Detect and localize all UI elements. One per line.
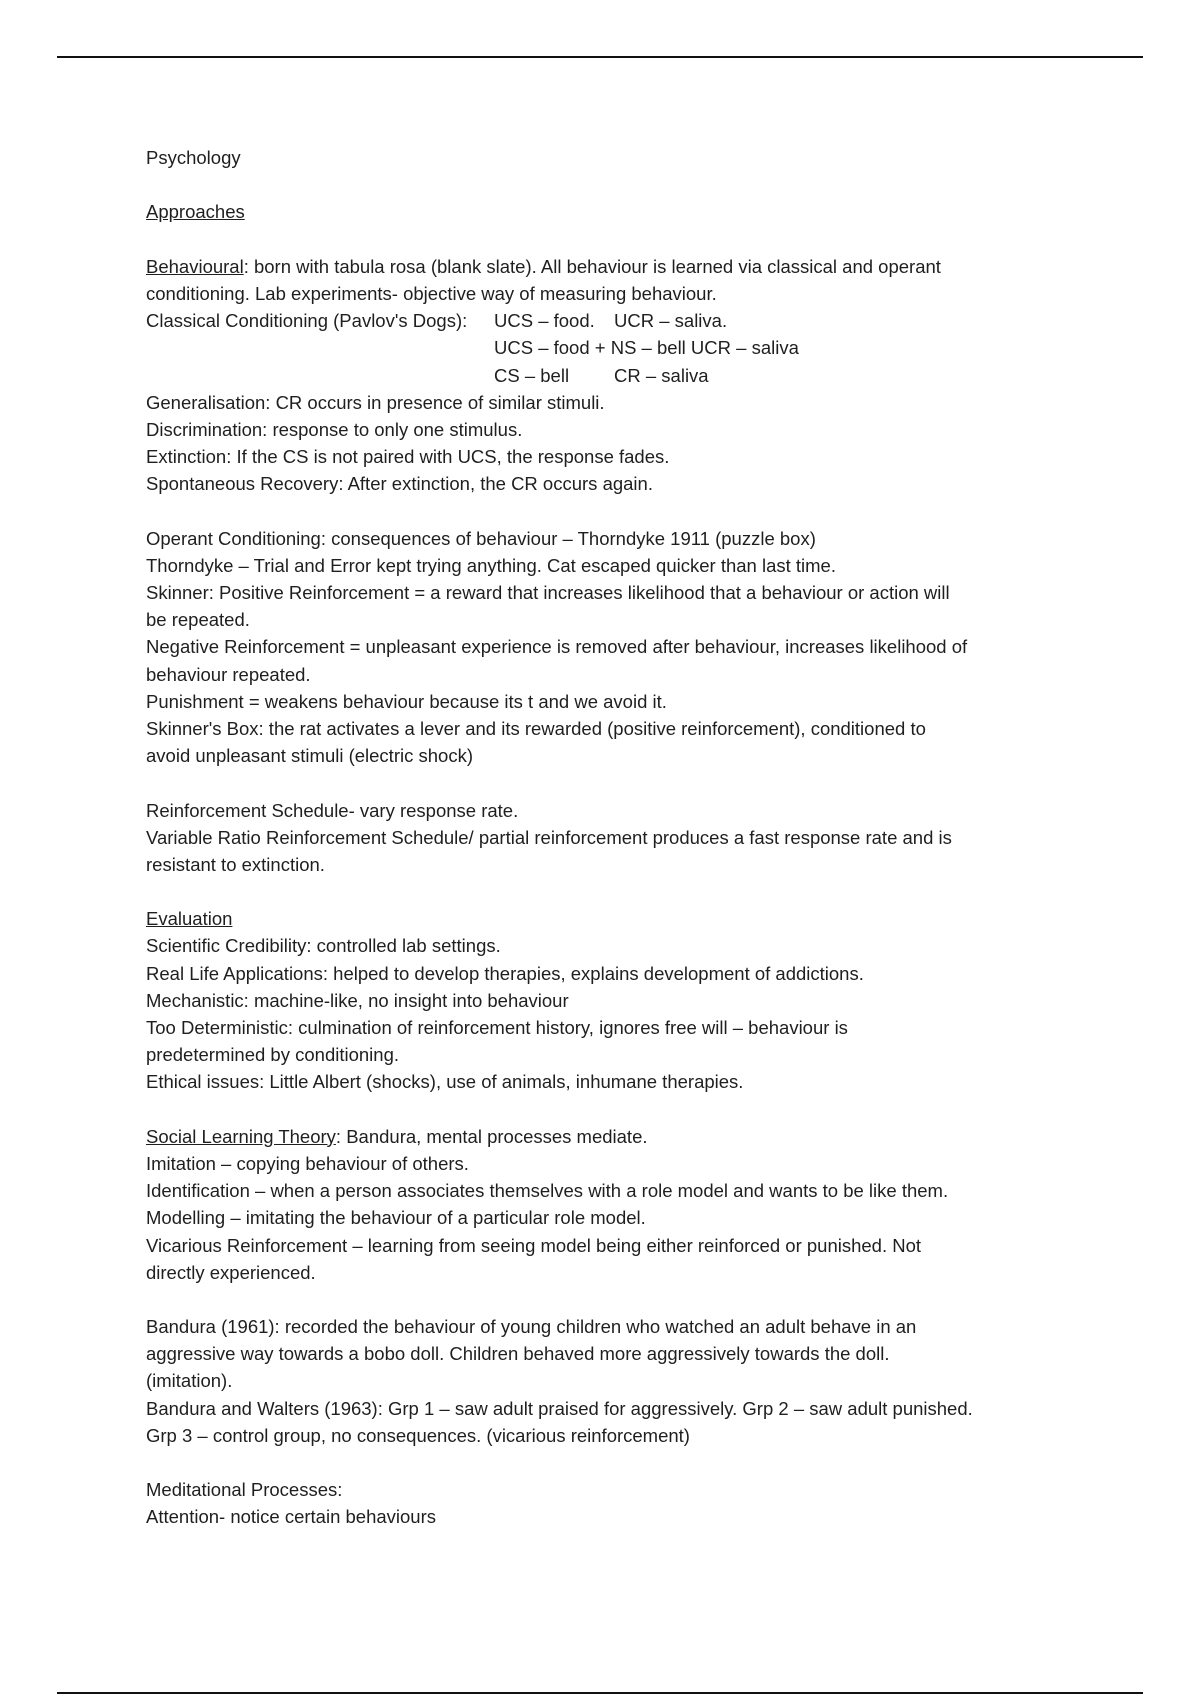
schedule-line-2: Variable Ratio Reinforcement Schedule/ partial reinforcement produces a fast response rate and is: [146, 826, 952, 848]
slt-line-4: Vicarious Reinforcement – learning from seeing model being either reinforced or punished. Not: [146, 1234, 922, 1256]
schedule-line-3: resistant to extinction.: [146, 853, 325, 875]
classical-row-1: [146, 307, 1046, 334]
discrimination-line: Discrimination: response to only one stimulus.: [146, 418, 523, 440]
classical-label: Classical Conditioning (Pavlov's Dogs):: [146, 310, 468, 332]
evaluation-line-5: predetermined by conditioning.: [146, 1044, 399, 1066]
slt-term: Social Learning Theory: [146, 1125, 336, 1147]
classical-cr: CR – saliva: [614, 364, 709, 386]
schedule-line-1: Reinforcement Schedule- vary response rate.: [146, 799, 519, 821]
slt-rest: : Bandura, mental processes mediate.: [335, 1125, 648, 1147]
generalisation-line: Generalisation: CR occurs in presence of similar stimuli.: [146, 391, 605, 413]
evaluation-line-1: Scientific Credibility: controlled lab settings.: [146, 935, 501, 957]
classical-ucs: UCS – food.: [494, 310, 595, 332]
classical-pairing: UCS – food + NS – bell UCR – saliva: [494, 337, 799, 359]
classical-row-3: [146, 362, 1046, 389]
slt-line-3: Modelling – imitating the behaviour of a particular role model.: [146, 1207, 646, 1229]
slt-line-1: Imitation – copying behaviour of others.: [146, 1152, 469, 1174]
classical-ucr: UCR – saliva.: [614, 310, 728, 332]
behavioural-text: : born with tabula rosa (blank slate). All behaviour is learned via classical and operant: [243, 255, 941, 277]
spontaneous-recovery-line: Spontaneous Recovery: After extinction, the CR occurs again.: [146, 473, 653, 495]
document-title: Psychology: [146, 147, 241, 168]
top-rule: [57, 56, 1143, 58]
operant-line-1: Operant Conditioning: consequences of behaviour – Thorndyke 1911 (puzzle box): [146, 527, 816, 549]
operant-line-2: Thorndyke – Trial and Error kept trying anything. Cat escaped quicker than last time.: [146, 554, 836, 576]
classical-cs: CS – bell: [494, 364, 570, 386]
section-heading-evaluation: Evaluation: [146, 908, 233, 930]
slt-line-heading: [146, 1123, 1046, 1150]
operant-line-3: Skinner: Positive Reinforcement = a reward that increases likelihood that a behaviour or action will: [146, 582, 950, 603]
behavioural-line-1: [146, 253, 1046, 280]
document-body: [146, 144, 1046, 1531]
bandura-line-1: Bandura (1961): recorded the behaviour of young children who watched an adult behave in an: [146, 1316, 917, 1338]
evaluation-line-2: Real Life Applications: helped to develop therapies, explains development of addictions.: [146, 962, 864, 984]
behavioural-line-2: conditioning. Lab experiments- objective way of measuring behaviour.: [146, 282, 717, 304]
evaluation-line-3: Mechanistic: machine-like, no insight into behaviour: [146, 989, 569, 1011]
slt-line-2: Identification – when a person associates themselves with a role model and wants to be like them.: [146, 1180, 949, 1202]
operant-line-9: avoid unpleasant stimuli (electric shock): [146, 745, 473, 767]
bandura-line-3: (imitation).: [146, 1370, 233, 1392]
extinction-line: Extinction: If the CS is not paired with UCS, the response fades.: [146, 446, 670, 468]
classical-row-2: [146, 334, 1046, 361]
mediational-line-1: Meditational Processes:: [146, 1479, 343, 1501]
mediational-line-2: Attention- notice certain behaviours: [146, 1506, 437, 1528]
behavioural-term: Behavioural: [146, 255, 244, 277]
bandura-line-4: Bandura and Walters (1963): Grp 1 – saw adult praised for aggressively. Grp 2 – saw adult punished.: [146, 1397, 973, 1419]
operant-line-4: be repeated.: [146, 609, 250, 631]
bandura-line-5: Grp 3 – control group, no consequences. (vicarious reinforcement): [146, 1424, 690, 1446]
operant-line-8: Skinner's Box: the rat activates a lever and its rewarded (positive reinforcement), conditioned to: [146, 717, 926, 739]
bandura-line-2: aggressive way towards a bobo doll. Children behaved more aggressively towards the doll.: [146, 1343, 890, 1365]
operant-line-7: Punishment = weakens behaviour because its t and we avoid it.: [146, 690, 667, 712]
bottom-rule: [57, 1692, 1143, 1694]
operant-line-6: behaviour repeated.: [146, 663, 311, 685]
evaluation-line-4: Too Deterministic: culmination of reinforcement history, ignores free will – behaviour is: [146, 1017, 848, 1038]
evaluation-line-6: Ethical issues: Little Albert (shocks), use of animals, inhumane therapies.: [146, 1071, 744, 1093]
operant-line-5: Negative Reinforcement = unpleasant experience is removed after behaviour, increases likelihood of: [146, 636, 968, 658]
section-heading-approaches: Approaches: [146, 201, 245, 223]
slt-line-5: directly experienced.: [146, 1261, 316, 1283]
